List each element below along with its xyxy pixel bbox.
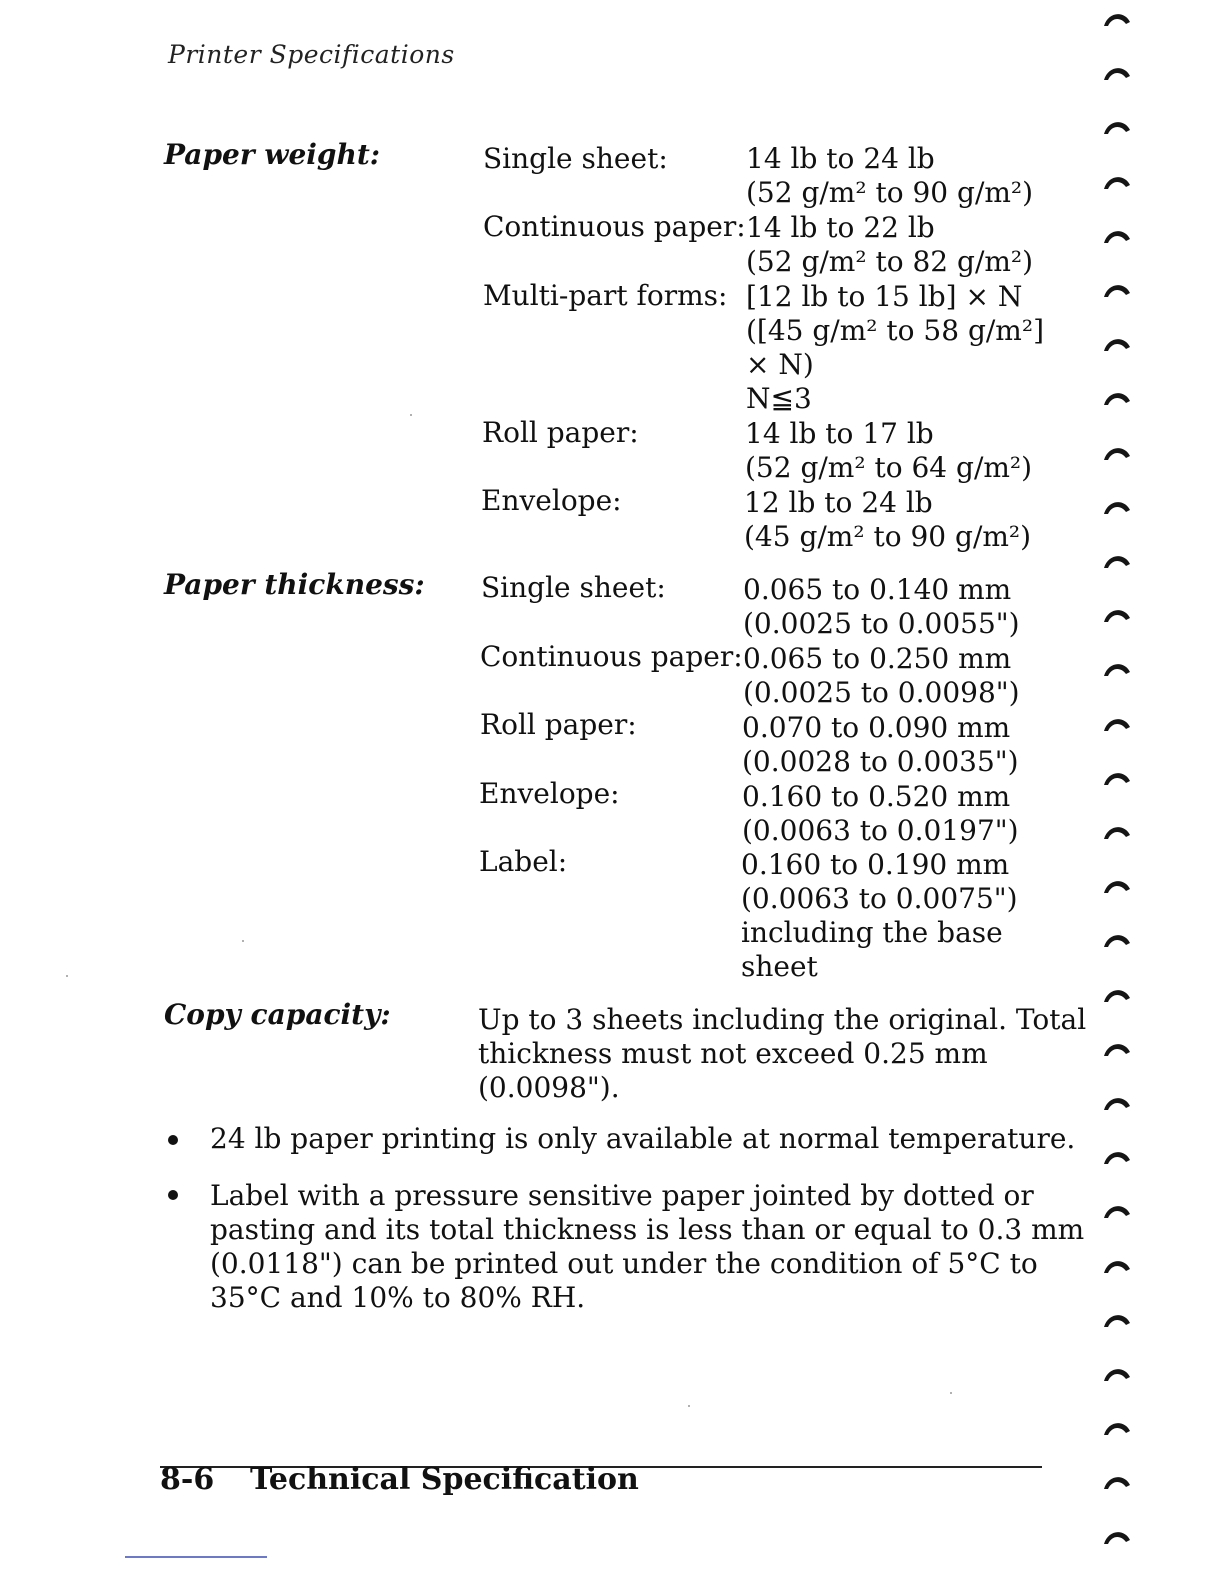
spiral-ring-icon (1102, 767, 1132, 787)
pw-roll-paper-value-metric: (52 g/m² to 64 g/m²) (745, 451, 1033, 484)
spiral-ring-icon (1102, 8, 1132, 28)
spiral-ring-icon (1102, 1146, 1132, 1166)
pt-roll-paper-value-inch: (0.0028 to 0.0035") (742, 745, 1019, 778)
spiral-ring-icon (1102, 929, 1132, 949)
note-line: Label with a pressure sensitive paper jointed by dotted or (210, 1179, 1034, 1212)
speck (688, 1405, 690, 1407)
spiral-ring-icon (1102, 62, 1132, 82)
speck (410, 414, 412, 416)
pt-envelope-value: 0.160 to 0.520 mm (742, 780, 1011, 813)
spiral-ring-icon (1102, 333, 1132, 353)
spiral-ring-icon (1102, 496, 1132, 516)
paper-thickness-heading: Paper thickness: (164, 568, 425, 601)
spiral-ring-icon (1102, 1255, 1132, 1275)
pt-label-value-inch: (0.0063 to 0.0075") (741, 882, 1018, 915)
copy-capacity-text-line: thickness must not exceed 0.25 mm (478, 1037, 988, 1070)
spiral-ring-icon (1102, 1092, 1132, 1112)
pw-envelope-value: 12 lb to 24 lb (744, 486, 933, 519)
spiral-ring-icon (1102, 713, 1132, 733)
spiral-ring-icon (1102, 821, 1132, 841)
pt-continuous-label: Continuous paper: (480, 640, 743, 673)
footer-page-number: 8-6 (160, 1462, 215, 1497)
pw-continuous-value: 14 lb to 22 lb (746, 211, 935, 244)
pt-label-value: 0.160 to 0.190 mm (741, 848, 1010, 881)
spiral-ring-icon (1102, 1363, 1132, 1383)
spiral-ring-icon (1102, 225, 1132, 245)
pt-label-value-note: including the base (741, 916, 1003, 949)
pt-continuous-value: 0.065 to 0.250 mm (743, 642, 1012, 675)
pw-roll-paper-value: 14 lb to 17 lb (745, 417, 934, 450)
spiral-ring-icon (1102, 1417, 1132, 1437)
pt-single-sheet-value: 0.065 to 0.140 mm (743, 573, 1012, 606)
pw-multipart-value: [12 lb to 15 lb] × N (746, 280, 1023, 313)
running-head: Printer Specifications (168, 40, 455, 69)
pw-multipart-value-multiplier: × N) (746, 348, 814, 381)
pt-label-value-note-cont: sheet (741, 950, 818, 983)
note-line: (0.0118") can be printed out under the condition of 5°C to (210, 1247, 1038, 1280)
note-line: 24 lb paper printing is only available at normal temperature. (210, 1122, 1076, 1155)
spiral-ring-icon (1102, 442, 1132, 462)
pw-roll-paper-label: Roll paper: (482, 416, 639, 449)
footer-title: Technical Specification (250, 1462, 639, 1497)
bullet-icon (168, 1190, 178, 1200)
spiral-ring-icon (1102, 875, 1132, 895)
pw-envelope-value-metric: (45 g/m² to 90 g/m²) (744, 520, 1032, 553)
pt-single-sheet-label: Single sheet: (481, 571, 666, 604)
pw-single-sheet-value: 14 lb to 24 lb (746, 142, 935, 175)
spiral-ring-icon (1102, 1200, 1132, 1220)
spiral-ring-icon (1102, 604, 1132, 624)
note-line: 35°C and 10% to 80% RH. (210, 1281, 586, 1314)
pt-envelope-label: Envelope: (479, 777, 620, 810)
spiral-ring-icon (1102, 171, 1132, 191)
spiral-ring-icon (1102, 984, 1132, 1004)
pw-single-sheet-label: Single sheet: (483, 142, 668, 175)
copy-capacity-heading: Copy capacity: (164, 998, 391, 1031)
pt-roll-paper-value: 0.070 to 0.090 mm (742, 711, 1011, 744)
paper-weight-heading: Paper weight: (164, 138, 381, 171)
spiral-ring-icon (1102, 387, 1132, 407)
copy-capacity-text-line: Up to 3 sheets including the original. Total (478, 1003, 1087, 1036)
pw-multipart-label: Multi-part forms: (483, 279, 728, 312)
pt-roll-paper-label: Roll paper: (480, 708, 637, 741)
pt-label-label: Label: (479, 845, 568, 878)
pw-multipart-value-limit: N≦3 (746, 382, 812, 415)
spiral-ring-icon (1102, 1309, 1132, 1329)
spiral-ring-icon (1102, 550, 1132, 570)
bullet-icon (168, 1135, 178, 1145)
bottom-mark (125, 1556, 267, 1558)
spiral-ring-icon (1102, 116, 1132, 136)
pt-single-sheet-value-inch: (0.0025 to 0.0055") (743, 607, 1020, 640)
pt-continuous-value-inch: (0.0025 to 0.0098") (743, 676, 1020, 709)
copy-capacity-text-line: (0.0098"). (478, 1071, 620, 1104)
pw-single-sheet-value-metric: (52 g/m² to 90 g/m²) (746, 176, 1034, 209)
spiral-ring-icon (1102, 658, 1132, 678)
pw-envelope-label: Envelope: (481, 484, 622, 517)
speck (66, 975, 68, 977)
speck (950, 1392, 952, 1394)
spiral-ring-icon (1102, 1471, 1132, 1491)
pw-continuous-label: Continuous paper: (483, 210, 746, 243)
note-line: pasting and its total thickness is less than or equal to 0.3 mm (210, 1213, 1085, 1246)
pt-envelope-value-inch: (0.0063 to 0.0197") (742, 814, 1019, 847)
spiral-ring-icon (1102, 1526, 1132, 1546)
speck (242, 940, 244, 942)
pw-multipart-value-metric: ([45 g/m² to 58 g/m²] (746, 314, 1045, 347)
spiral-ring-icon (1102, 1038, 1132, 1058)
pw-continuous-value-metric: (52 g/m² to 82 g/m²) (746, 245, 1034, 278)
spiral-ring-icon (1102, 279, 1132, 299)
